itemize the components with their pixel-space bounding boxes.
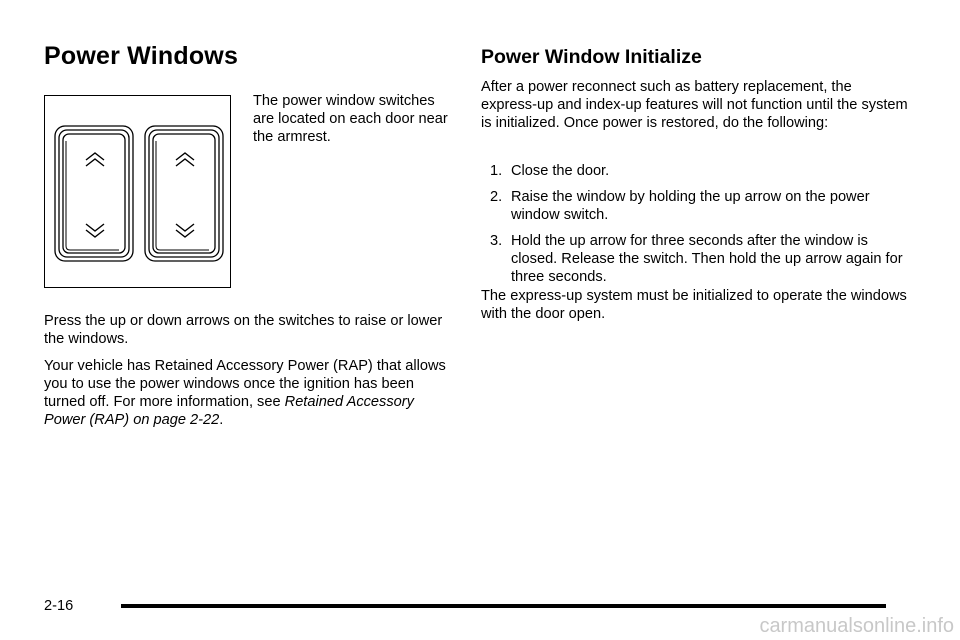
step-number: 2. <box>490 189 503 205</box>
paragraph-end: . <box>219 412 224 428</box>
step-number: 3. <box>490 233 503 249</box>
figure-caption <box>253 92 453 146</box>
cross-reference-link: Retained Accessory Power (RAP) on page 2-22 <box>44 394 414 428</box>
section-title-initialize: Power Window Initialize <box>481 46 702 68</box>
paragraph-initialize-intro <box>481 78 911 132</box>
caption-text: The power window switches are located on each door near the armrest. <box>253 93 448 145</box>
paragraph-text: After a power reconnect such as battery replacement, the express-up and index-up features will not function until the system is initialized. Once power is restored, do the following: <box>481 79 908 131</box>
step-text: Close the door. <box>511 163 610 179</box>
step-text: Hold the up arrow for three seconds after the window is closed. Release the switch. Then hold the up arrow again for three seconds. <box>511 233 903 285</box>
paragraph-rap <box>44 357 454 429</box>
paragraph-text: Your vehicle has Retained Accessory Power (RAP) that allows you to use the power windows once the ignition has been turned off. For more information, see <box>44 358 446 410</box>
page-number: 2-16 <box>44 598 74 614</box>
section-title-power-windows: Power Windows <box>44 42 239 70</box>
footer-divider <box>121 604 886 608</box>
power-window-switches-figure <box>44 95 231 288</box>
step-text: Raise the window by holding the up arrow on the power window switch. <box>511 189 870 223</box>
list-item <box>481 162 911 180</box>
paragraph-text: The express-up system must be initialized to operate the windows with the door open. <box>481 288 907 322</box>
window-switch-icon <box>45 96 232 289</box>
paragraph-text: Press the up or down arrows on the switches to raise or lower the windows. <box>44 313 443 347</box>
paragraph-initialize-outro <box>481 287 911 323</box>
step-number: 1. <box>490 163 503 179</box>
paragraph-press-arrows <box>44 312 454 348</box>
list-item <box>481 232 911 286</box>
watermark: carmanualsonline.info <box>759 615 954 637</box>
steps-list <box>481 162 911 294</box>
list-item <box>481 188 911 224</box>
